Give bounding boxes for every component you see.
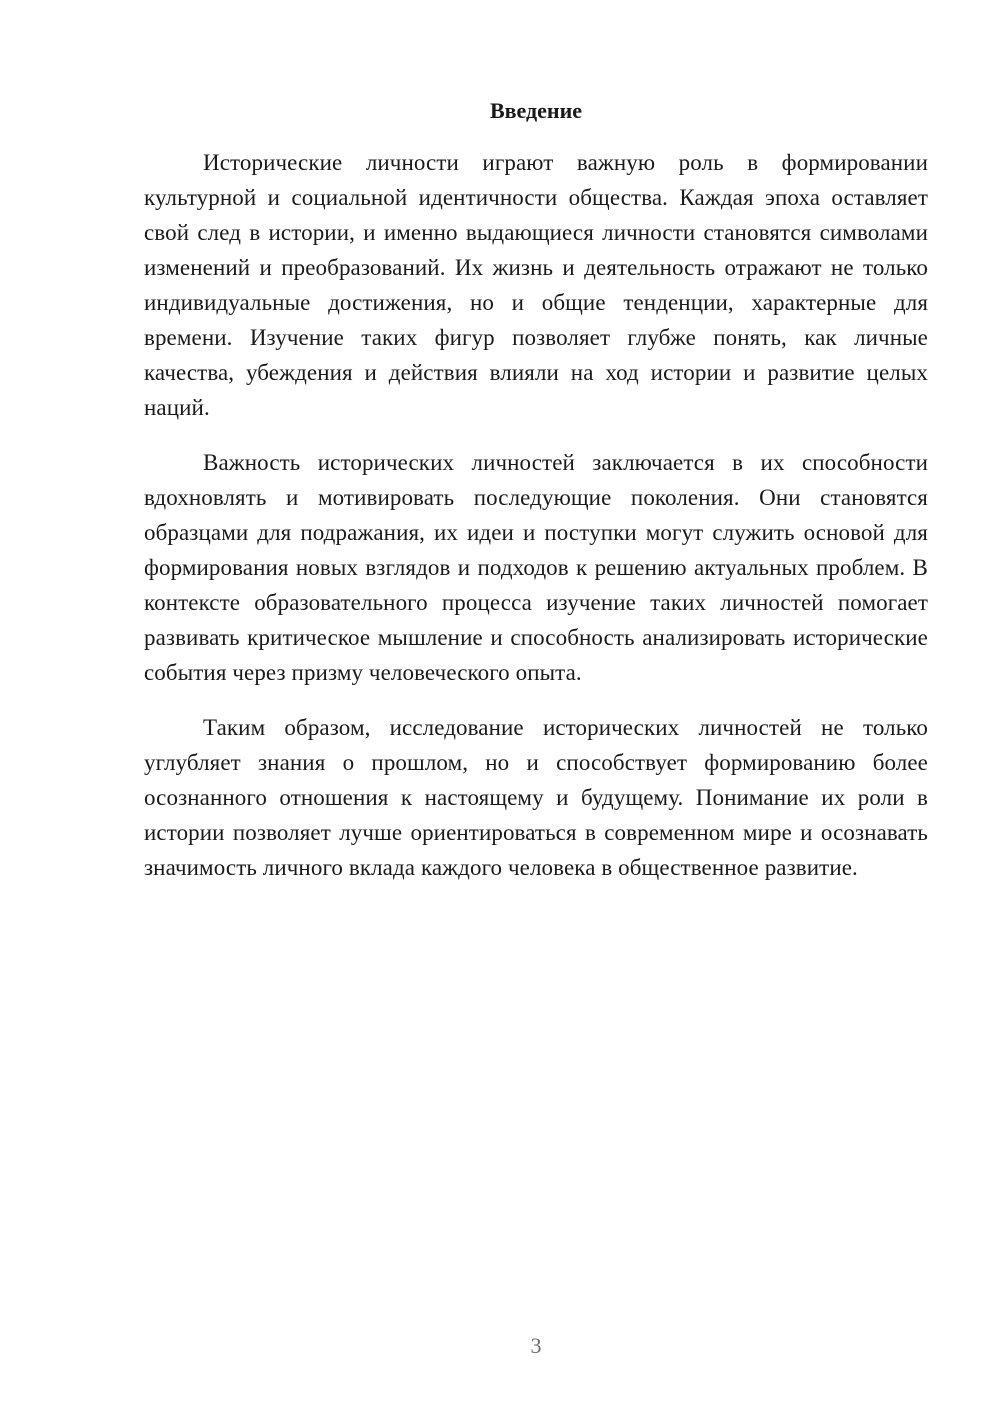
page-number: 3 [530, 1333, 542, 1358]
page-content [144, 96, 928, 905]
paragraph-3: Таким образом, исследование исторических личностей не только углубляет знания о прошлом, но и способствует формированию более осознанного отношения к настоящему и будущему. Понимание их роли в истории позволяет лучше ориентироваться в современном мире и осознавать значимость личного вклада каждого человека в общественное развитие. [144, 715, 928, 880]
paragraph-1: Исторические личности играют важную роль в формировании культурной и социальной идентичности общества. Каждая эпоха оставляет свой след в истории, и именно выдающиеся личности становятся символами изменений и преобразований. Их жизнь и деятельность отражают не только индивидуальные достижения, но и общие тенденции, характерные для времени. Изучение таких фигур позволяет глубже понять, как личные качества, убеждения и действия влияли на ход истории и развитие целых наций. [144, 150, 928, 420]
paragraph-2: Важность исторических личностей заключается в их способности вдохновлять и мотивировать последующие поколения. Они становятся образцами для подражания, их идеи и поступки могут служить основой для формирования новых взглядов и подходов к решению актуальных проблем. В контексте образовательного процесса изучение таких личностей помогает развивать критическое мышление и способность анализировать исторические события через призму человеческого опыта. [144, 450, 928, 685]
section-title: Введение [489, 98, 583, 123]
